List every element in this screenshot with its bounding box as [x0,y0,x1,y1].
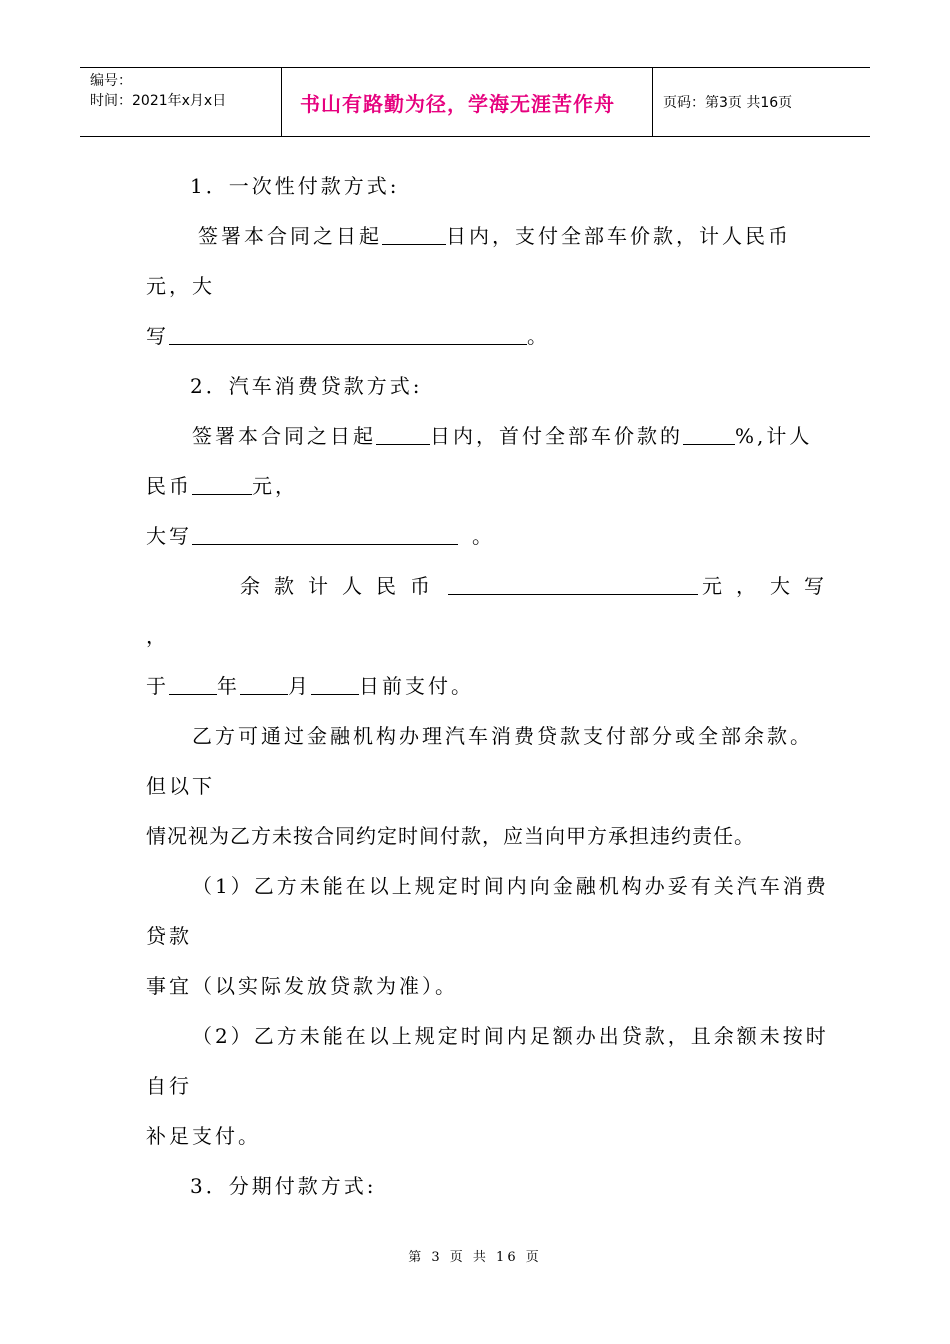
text-segment: 日内，支付全部车价款，计人民币 [446,224,791,248]
text-segment: 元， [252,474,298,498]
header-page-info-cell [653,68,870,136]
text-segment: 大写 [146,524,192,548]
document-time-label: 时间：2021年x月x日 [90,93,227,109]
header-motto: 书山有路勤为径，学海无涯苦作舟 [300,91,615,116]
text-segment: 写 [146,324,169,348]
clause-2-heading: 2．汽车消费贷款方式: [190,374,423,398]
clause-1-line-2: 元，大 [146,274,215,298]
paragraph-line: （1）乙方未能在以上规定时间内向金融机构办妥有关汽车消费 [192,874,829,898]
clause-2-line-5: ， [146,624,169,648]
blank-amount-in-words [192,524,458,545]
text-segment: 民币 [146,474,192,498]
clause-3-heading: 3．分期付款方式: [190,1174,377,1198]
clause-1-line-3 [146,324,550,348]
text-segment: 日前支付。 [359,674,474,698]
blank-amount-in-words [169,324,527,345]
paragraph-line: （2）乙方未能在以上规定时间内足额办出贷款，且余额未按时 [192,1024,829,1048]
blank-remaining-amount [448,574,698,595]
text-segment: 年 [217,674,240,698]
text-segment: 月 [288,674,311,698]
blank-month [240,674,288,695]
header-motto-cell [281,68,653,136]
text-segment: 。 [472,524,495,548]
blank-percent [683,424,735,445]
paragraph-line: 事宜（以实际发放贷款为准）。 [146,974,458,998]
clause-2-line-2 [146,474,298,498]
text-segment: 于 [146,674,169,698]
blank-days [376,424,430,445]
text-segment: 签署本合同之日起 [198,224,382,248]
text-segment: 日内，首付全部车价款的 [430,424,683,448]
blank-year [169,674,217,695]
page-header [80,67,870,137]
paragraph-line: 情况视为乙方未按合同约定时间付款，应当向甲方承担违约责任。 [146,824,755,848]
clause-2-line-4 [240,574,838,598]
paragraph-line: 补足支付。 [146,1124,261,1148]
header-meta [80,68,281,136]
blank-amount [192,474,252,495]
text-segment: 。 [527,324,550,348]
clause-1-line-1 [198,224,791,248]
clause-1-heading: 1．一次性付款方式: [190,174,400,198]
paragraph-line: 贷款 [146,924,192,948]
clause-2-line-1 [192,424,812,448]
text-segment: 余款计人民币 [240,574,444,598]
text-segment: 元，大写 [702,574,838,598]
document-number-label: 编号： [90,73,132,89]
header-page-info: 页码：第3页 共16页 [663,95,793,111]
text-segment: %,计人 [735,424,813,448]
blank-day [311,674,359,695]
text-segment: 签署本合同之日起 [192,424,376,448]
paragraph-line: 乙方可通过金融机构办理汽车消费贷款支付部分或全部余款。 [192,724,813,748]
blank-days [382,224,446,245]
clause-2-line-6 [146,674,474,698]
paragraph-line: 自行 [146,1074,192,1098]
clause-2-line-3 [146,524,495,548]
paragraph-line: 但以下 [146,774,215,798]
page-footer: 第 3 页 共 16 页 [408,1250,542,1265]
